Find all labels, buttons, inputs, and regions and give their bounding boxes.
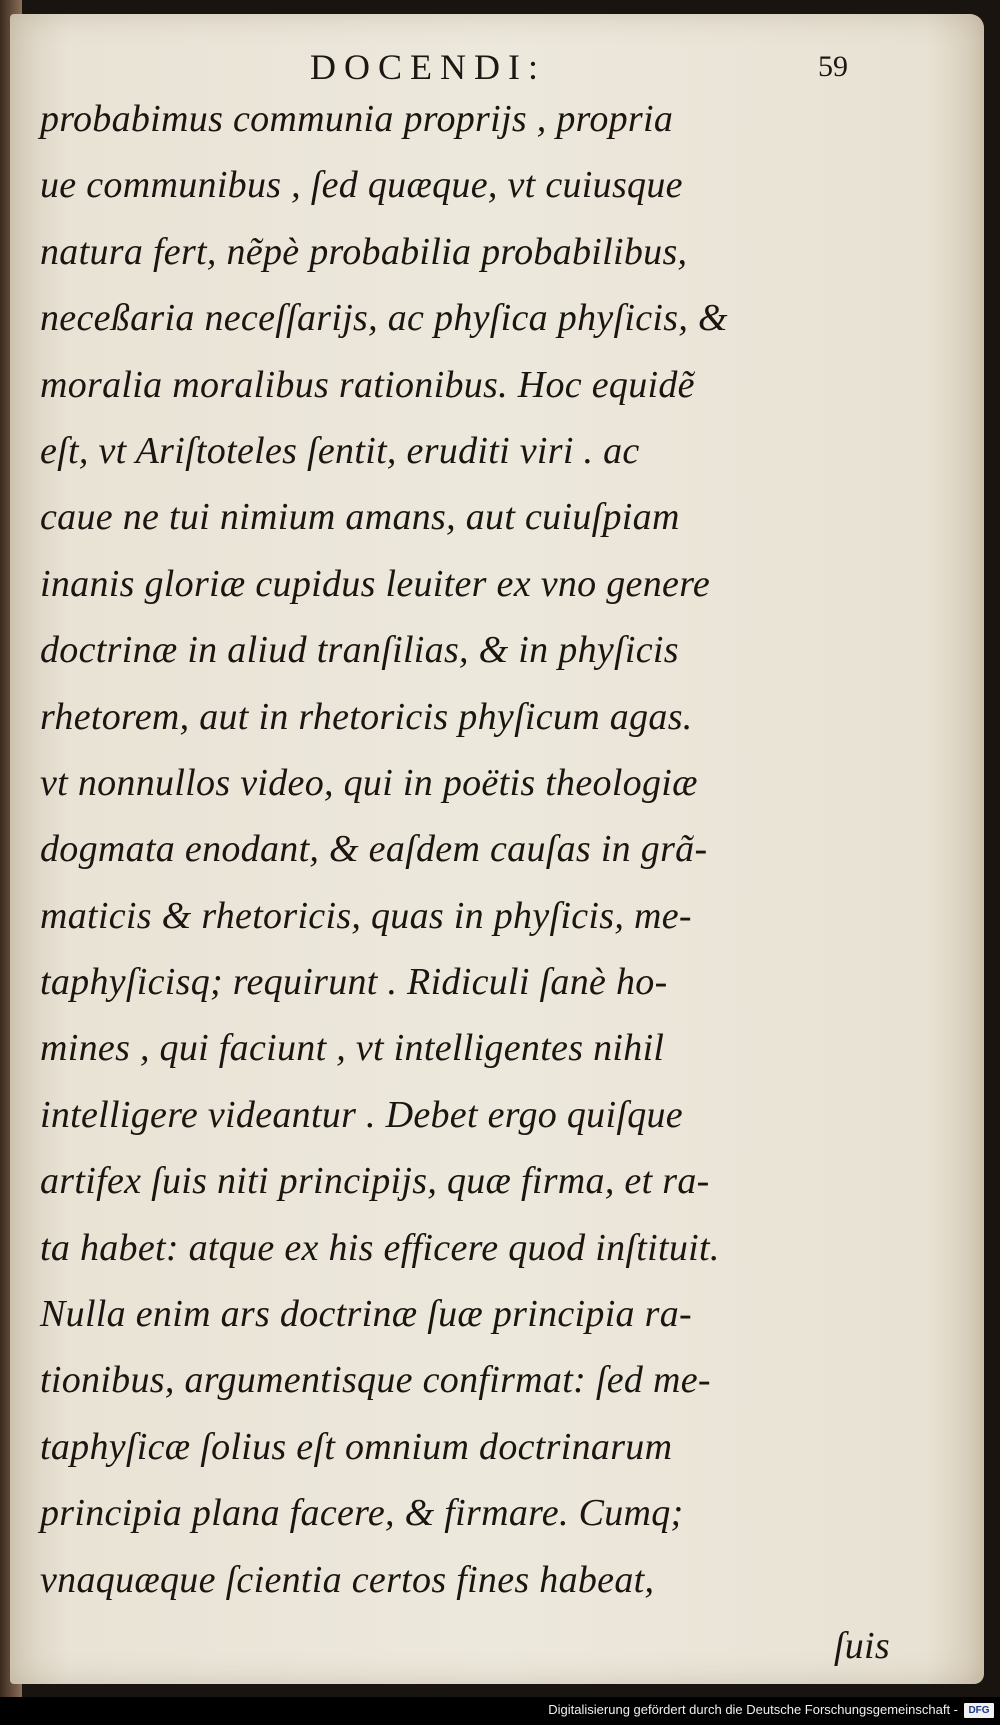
funding-credit: Digitalisierung gefördert durch die Deutsche Forschungsgemeinschaft - [548,1702,958,1717]
catchword: ſuis [833,1624,890,1667]
text-line: neceßaria neceſſarijs, ac phyſica phyſicis, & [40,297,728,340]
text-line: taphyſicisq; requirunt . Ridiculi ſanè ho- [40,961,668,1004]
dfg-logo-icon: DFG [964,1703,994,1718]
text-line: tionibus, argumentisque confirmat: ſed me- [40,1359,711,1402]
text-line: dogmata enodant, & eaſdem cauſas in grã- [40,828,708,871]
text-line: taphyſicæ ſolius eſt omnium doctrinarum [40,1425,673,1468]
text-line: mines , qui faciunt , vt intelligentes nihil [40,1027,665,1070]
text-line: probabimus communia proprijs , propria [40,98,674,140]
page-number: 59 [818,50,848,83]
text-line: caue ne tui nimium amans, aut cuiuſpiam [40,496,680,539]
text-line: ta habet: atque ex his efficere quod inſtituit. [40,1226,720,1269]
text-line: rhetorem, aut in rhetoricis phyſicum agas. [40,695,693,738]
text-line: natura fert, nẽpè probabilia probabilibus, [40,230,688,273]
text-line: doctrinæ in aliud tranſilias, & in phyſicis [40,629,679,672]
footer-bar [0,1697,1000,1725]
running-head: DOCENDI: [310,47,546,87]
text-line: eſt, vt Ariſtoteles ſentit, eruditi viri . ac [40,429,640,472]
text-line: principia plana facere, & firmare. Cumq; [40,1492,684,1535]
text-line: Nulla enim ars doctrinæ ſuæ principia ra- [40,1293,692,1336]
text-line: vt nonnullos video, qui in poëtis theologiæ [40,761,698,804]
book-page [10,14,984,1684]
text-line: artifex ſuis niti principijs, quæ firma, et ra- [40,1160,710,1203]
text-line: ue communibus , ſed quæque, vt cuiusque [40,164,683,207]
text-line: inanis gloriæ cupidus leuiter ex vno genere [40,562,711,605]
text-line: vnaquæque ſcientia certos fines habeat, [40,1558,655,1601]
text-line: intelligere videantur . Debet ergo quiſque [40,1093,683,1136]
text-line: maticis & rhetoricis, quas in phyſicis, me- [40,894,692,937]
text-line: moralia moralibus rationibus. Hoc equidẽ [40,363,695,406]
body-text [40,86,890,1679]
